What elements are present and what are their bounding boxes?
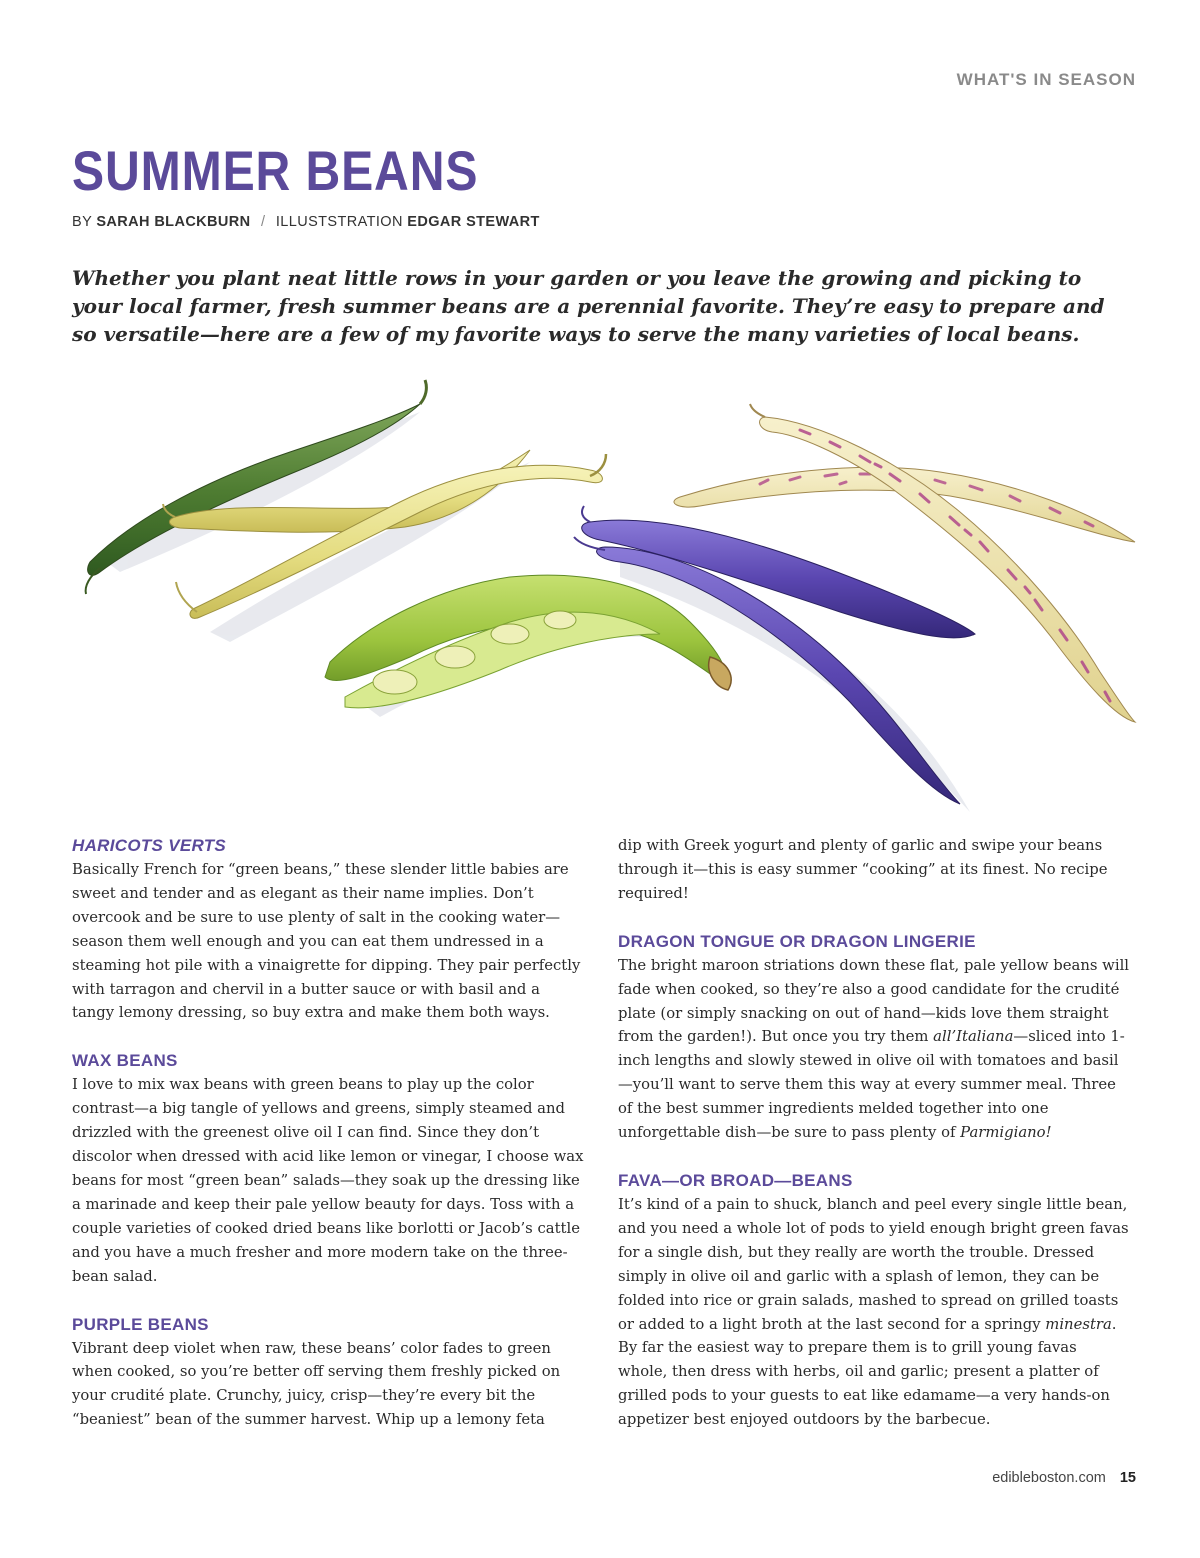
fava-italic-minestra: minestra bbox=[1045, 1315, 1112, 1333]
fava-text-b: . By far the easiest way to prepare them is to grill young favas whole, then dress with herbs, oil and garlic; present a platter of grilled pods to your guests to eat like edamame—a very hands-on appetizer best enjoyed outdoors by the barbecue. bbox=[618, 1315, 1117, 1429]
byline-by: BY bbox=[72, 214, 92, 230]
body-fava-beans bbox=[618, 1193, 1130, 1432]
page-number: 15 bbox=[1119, 1470, 1136, 1486]
heading-dragon-tongue: DRAGON TONGUE OR DRAGON LINGERIE bbox=[618, 931, 976, 951]
fava-text-a: It’s kind of a pain to shuck, blanch and peel every single little bean, and you need a whole lot of pods to yield enough bright green favas for a single dish, but they really are worth the trouble. Dressed simply in olive oil and garlic with a splash of lemon, they can be folded into rice or grain salads, mashed to spread on grilled toasts or added to a light broth at the last second for a springy bbox=[618, 1195, 1129, 1333]
body-dragon-tongue bbox=[618, 954, 1130, 1145]
heading-wax-beans: WAX BEANS bbox=[72, 1051, 178, 1071]
heading-purple-beans: PURPLE BEANS bbox=[72, 1314, 209, 1334]
byline-author: SARAH BLACKBURN bbox=[96, 214, 251, 230]
dragon-italic-parmigiano: Parmigiano! bbox=[960, 1124, 1052, 1142]
dragon-italic-italiana: all’Italiana bbox=[933, 1028, 1014, 1046]
body-purple-beans: Vibrant deep violet when raw, these beans’ color fades to green when cooked, so you’re better off serving them freshly picked on your crudité plate. Crunchy, juicy, crisp—they’re every bit the “beaniest” bean of the summer harvest. Whip up a lemony feta bbox=[72, 1339, 561, 1429]
column-left bbox=[72, 834, 584, 1432]
body-wax-beans: I love to mix wax beans with green beans to play up the color contrast—a big tangle of yellows and greens, simply steamed and drizzled with the greenest olive oil I can find. Since they don’t discolor when dressed with acid like lemon or vinegar, I choose wax beans for most “green bean” salads—they soak up the dressing like a marinade and keep their pale yellow beauty for days. Toss with a couple varieties of cooked dried beans like borlotti or Jacob’s cattle and you have a much fresher and more modern take on the three-bean salad. bbox=[72, 1076, 584, 1285]
heading-haricots-verts: HARICOTS VERTS bbox=[72, 836, 227, 855]
article-title: SUMMER BEANS bbox=[72, 139, 479, 202]
body-haricots-verts: Basically French for “green beans,” these slender little babies are sweet and tender and as elegant as their name implies. Don’t overcook and be sure to use plenty of salt in the cooking water—season them well enough and you can eat them undressed in a steaming hot pile with a vinaigrette for dipping. They pair perfectly with tarragon and chervil in a butter sauce or with basil and a tangy lemony dressing, so buy extra and make them both ways. bbox=[72, 861, 581, 1022]
section-kicker: WHAT'S IN SEASON bbox=[956, 70, 1136, 89]
dragon-text-b: —sliced into 1-inch lengths and slowly stewed in olive oil with tomatoes and basil—you’ll want to serve them this way at every summer meal. Three of the best summer ingredients melded together into one unforgettable dish—be sure to pass plenty of bbox=[618, 1028, 1125, 1142]
byline-separator: / bbox=[260, 214, 266, 230]
byline-illustration-label: ILLUSTSTRATION bbox=[275, 214, 403, 230]
heading-fava-beans: FAVA—OR BROAD—BEANS bbox=[618, 1170, 853, 1190]
byline-illustrator: EDGAR STEWART bbox=[407, 214, 540, 230]
byline bbox=[72, 214, 540, 230]
column-right bbox=[618, 834, 1130, 1432]
intro-deck: Whether you plant neat little rows in your garden or you leave the growing and picking to your local farmer, fresh summer beans are a perennial favorite. They’re easy to prepare and so versatile—here are a few of my favorite ways to serve the many varieties of local beans. bbox=[72, 266, 1105, 346]
footer-site: edibleboston.com bbox=[992, 1470, 1106, 1486]
body-purple-beans-continued: dip with Greek yogurt and plenty of garlic and swipe your beans through it—this is easy summer “cooking” at its finest. No recipe required! bbox=[618, 837, 1108, 902]
page-footer bbox=[992, 1470, 1136, 1486]
beans-illustration bbox=[60, 372, 1150, 822]
dragon-text-a: The bright maroon striations down these flat, pale yellow beans will fade when cooked, so they’re also a good candidate for the crudité plate (or simply snacking on out of hand—kids love them straight from the garden!). But once you try them bbox=[618, 956, 1130, 1046]
